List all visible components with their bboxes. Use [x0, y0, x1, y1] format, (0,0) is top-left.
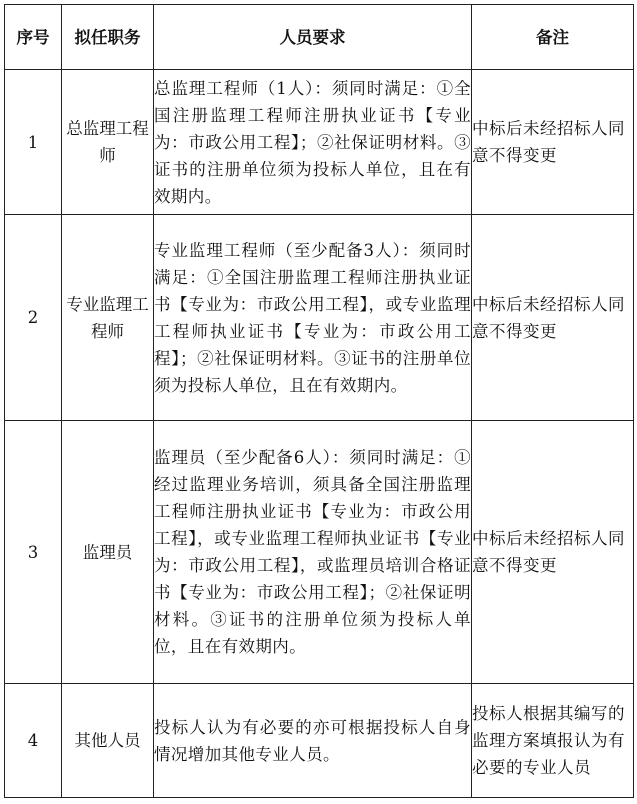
row-remark: 中标后未经招标人同意不得变更: [472, 215, 634, 421]
row-serial-number: 4: [5, 684, 62, 798]
row-position: 监理员: [62, 421, 154, 684]
table-row: [5, 70, 634, 215]
header-requirement: 人员要求: [154, 5, 472, 70]
row-serial-number: 1: [5, 70, 62, 215]
table-row: [5, 684, 634, 798]
table-row: [5, 215, 634, 421]
row-position: 其他人员: [62, 684, 154, 798]
table-row: [5, 421, 634, 684]
row-position: 总监理工程师: [62, 70, 154, 215]
personnel-requirements-table: [4, 4, 634, 798]
row-serial-number: 2: [5, 215, 62, 421]
header-position: 拟任职务: [62, 5, 154, 70]
row-requirement: 监理员（至少配备6人）：须同时满足：①经过监理业务培训，须具备全国注册监理工程师注册执业证书【专业为：市政公用工程】，或专业监理工程师执业证书【专业为：市政公用工程】，或监理员培训合格证书【专业为：市政公用工程】；②社保证明材料。③证书的注册单位须为投标人单位，且在有效期内。: [154, 421, 472, 684]
row-requirement: 专业监理工程师（至少配备3人）：须同时满足：①全国注册监理工程师注册执业证书【专业为：市政公用工程】，或专业监理工程师执业证书【专业为：市政公用工程】；②社保证明材料。③证书的注册单位须为投标人单位，且在有效期内。: [154, 215, 472, 421]
row-requirement: 投标人认为有必要的亦可根据投标人自身情况增加其他专业人员。: [154, 684, 472, 798]
row-position: 专业监理工程师: [62, 215, 154, 421]
row-remark: 投标人根据其编写的监理方案填报认为有必要的专业人员: [472, 684, 634, 798]
row-requirement: 总监理工程师（1人）：须同时满足：①全国注册监理工程师注册执业证书【专业为：市政公用工程】；②社保证明材料。③证书的注册单位须为投标人单位，且在有效期内。: [154, 70, 472, 215]
row-serial-number: 3: [5, 421, 62, 684]
row-remark: 中标后未经招标人同意不得变更: [472, 70, 634, 215]
row-remark: 中标后未经招标人同意不得变更: [472, 421, 634, 684]
header-serial-number: 序号: [5, 5, 62, 70]
table-header-row: [5, 5, 634, 70]
header-remark: 备注: [472, 5, 634, 70]
